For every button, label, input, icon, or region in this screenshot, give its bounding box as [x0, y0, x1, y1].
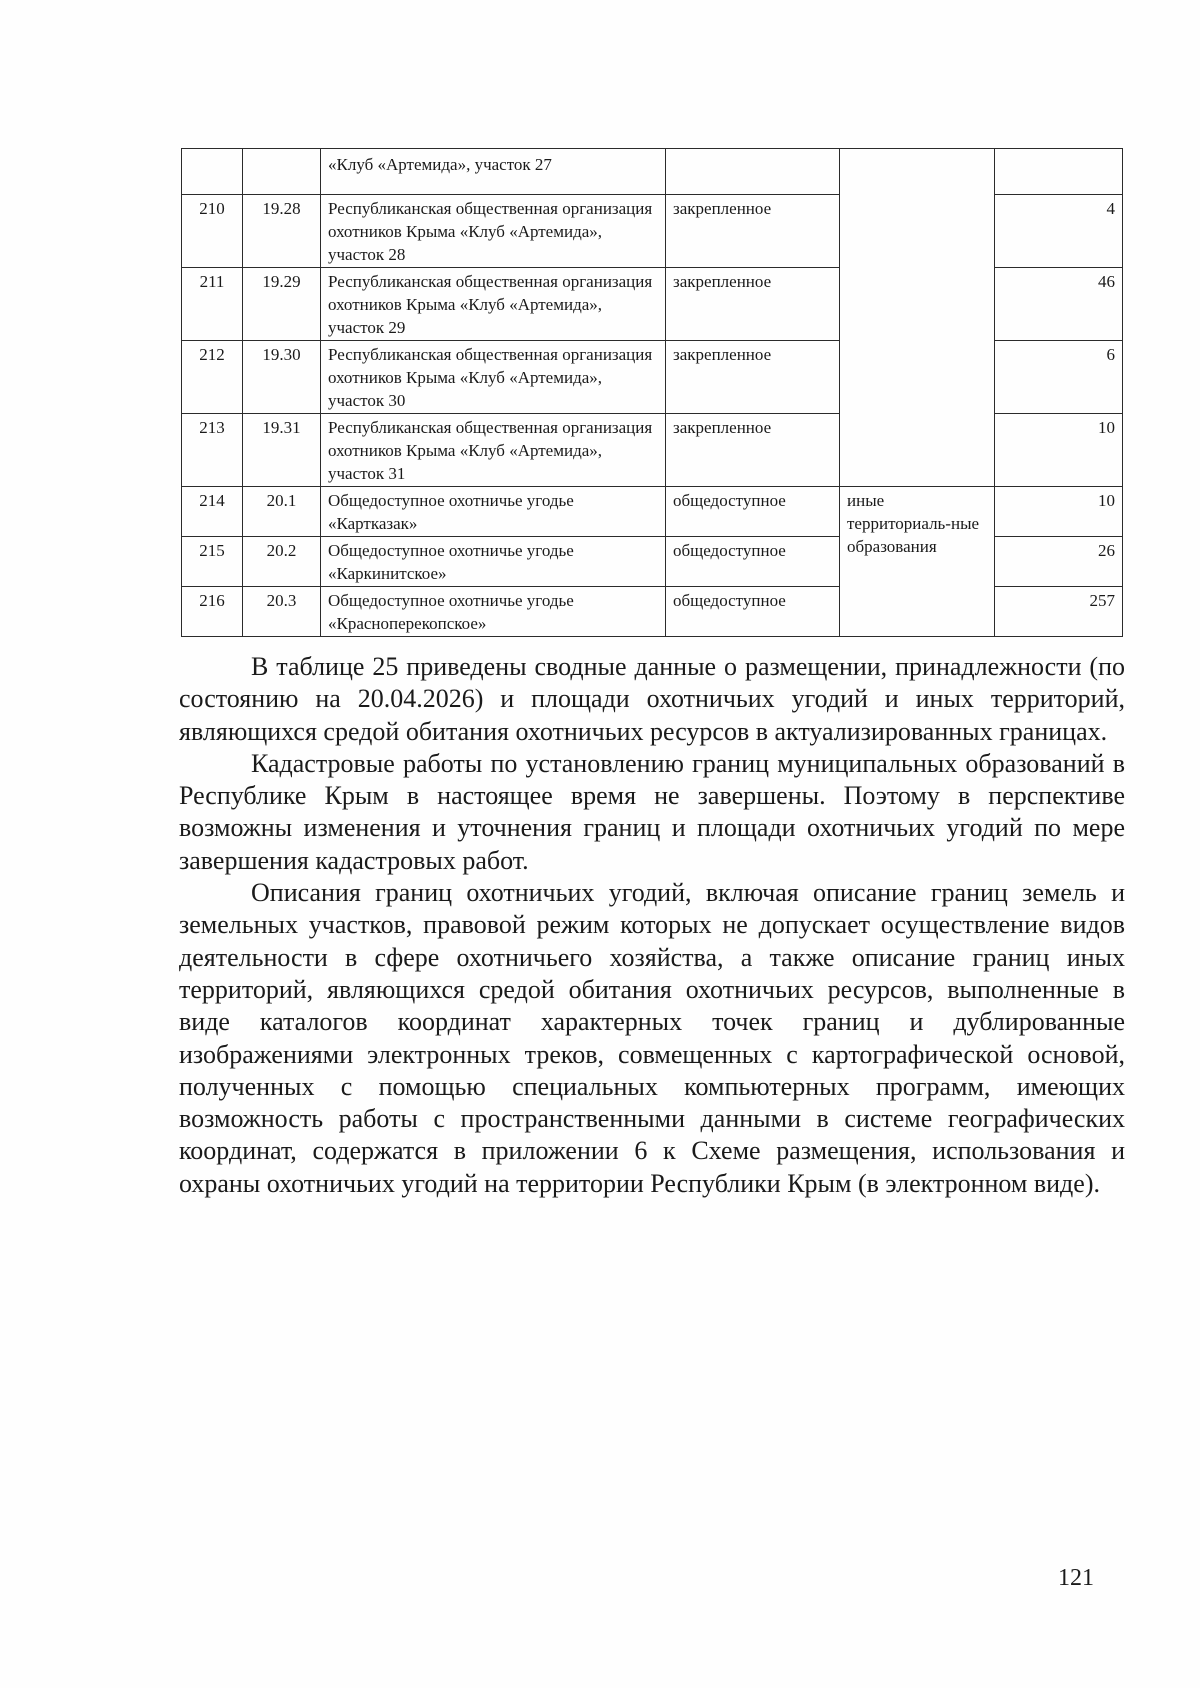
row-number-cell: 214: [182, 487, 243, 537]
row-number-cell: 216: [182, 587, 243, 637]
row-type-cell: общедоступное: [666, 487, 840, 537]
row-type-cell: [666, 149, 840, 195]
hunting-grounds-table: [181, 148, 1123, 637]
row-code-cell: 19.30: [243, 341, 321, 414]
row-name-cell: Общедоступное охотничье угодье «Каркинитское»: [321, 537, 666, 587]
row-type-cell: закрепленное: [666, 195, 840, 268]
row-name-cell: Республиканская общественная организация охотников Крыма «Клуб «Артемида», участок 30: [321, 341, 666, 414]
row-type-cell: закрепленное: [666, 341, 840, 414]
row-name-cell: Общедоступное охотничье угодье «Картказак»: [321, 487, 666, 537]
paragraph: Кадастровые работы по установлению границ муниципальных образований в Республике Крым в настоящее время не завершены. Поэтому в перспективе возможны изменения и уточнения границ и площади охотничьих угодий по мере завершения кадастровых работ.: [179, 748, 1125, 875]
row-code-cell: 19.28: [243, 195, 321, 268]
row-type-cell: общедоступное: [666, 587, 840, 637]
row-code-cell: [243, 149, 321, 195]
row-name-cell: «Клуб «Артемида», участок 27: [321, 149, 666, 195]
row-number-cell: 210: [182, 195, 243, 268]
row-area-cell: 46: [995, 268, 1123, 341]
row-number-cell: 212: [182, 341, 243, 414]
row-number-cell: [182, 149, 243, 195]
paragraph: В таблице 25 приведены сводные данные о размещении, принадлежности (по состоянию на 20.04.2026) и площади охотничьих угодий и иных территорий, являющихся средой обитания охотничьих ресурсов в актуализированных границах.: [179, 652, 1125, 746]
row-code-cell: 20.3: [243, 587, 321, 637]
row-name-cell: Республиканская общественная организация охотников Крыма «Клуб «Артемида», участок 31: [321, 414, 666, 487]
row-code-cell: 20.2: [243, 537, 321, 587]
row-area-cell: 257: [995, 587, 1123, 637]
row-area-cell: 10: [995, 414, 1123, 487]
row-number-cell: 213: [182, 414, 243, 487]
table-row: [182, 149, 1123, 195]
body-text: [179, 651, 1125, 1200]
row-type-cell: закрепленное: [666, 414, 840, 487]
territory-type-cell: иные территориаль-ные образования: [840, 487, 995, 637]
row-type-cell: общедоступное: [666, 537, 840, 587]
row-name-cell: Общедоступное охотничье угодье «Красноперекопское»: [321, 587, 666, 637]
paragraph: Описания границ охотничьих угодий, включая описание границ земель и земельных участков, правовой режим которых не допускает осуществление видов деятельности в сфере охотничьего хозяйства, а также описание границ иных территорий, являющихся средой обитания охотничьих ресурсов, выполненные в виде каталогов координат характерных точек границ и дублированные изображениями электронных треков, совмещенных с картографической основой, полученных с помощью специальных компьютерных программ, имеющих возможность работы с пространственными данными в системе географических координат, содержатся в приложении 6 к Схеме размещения, использования и охраны охотничьих угодий на территории Республики Крым (в электронном виде).: [179, 878, 1125, 1198]
row-area-cell: 6: [995, 341, 1123, 414]
row-code-cell: 19.29: [243, 268, 321, 341]
row-area-cell: 4: [995, 195, 1123, 268]
row-type-cell: закрепленное: [666, 268, 840, 341]
row-code-cell: 19.31: [243, 414, 321, 487]
row-number-cell: 211: [182, 268, 243, 341]
row-area-cell: 10: [995, 487, 1123, 537]
row-name-cell: Республиканская общественная организация охотников Крыма «Клуб «Артемида», участок 28: [321, 195, 666, 268]
table-row: [182, 487, 1123, 537]
territory-empty-cell: [840, 149, 995, 487]
row-area-cell: [995, 149, 1123, 195]
row-area-cell: 26: [995, 537, 1123, 587]
row-code-cell: 20.1: [243, 487, 321, 537]
row-name-cell: Республиканская общественная организация охотников Крыма «Клуб «Артемида», участок 29: [321, 268, 666, 341]
page-number: 121: [1058, 1565, 1094, 1591]
row-number-cell: 215: [182, 537, 243, 587]
